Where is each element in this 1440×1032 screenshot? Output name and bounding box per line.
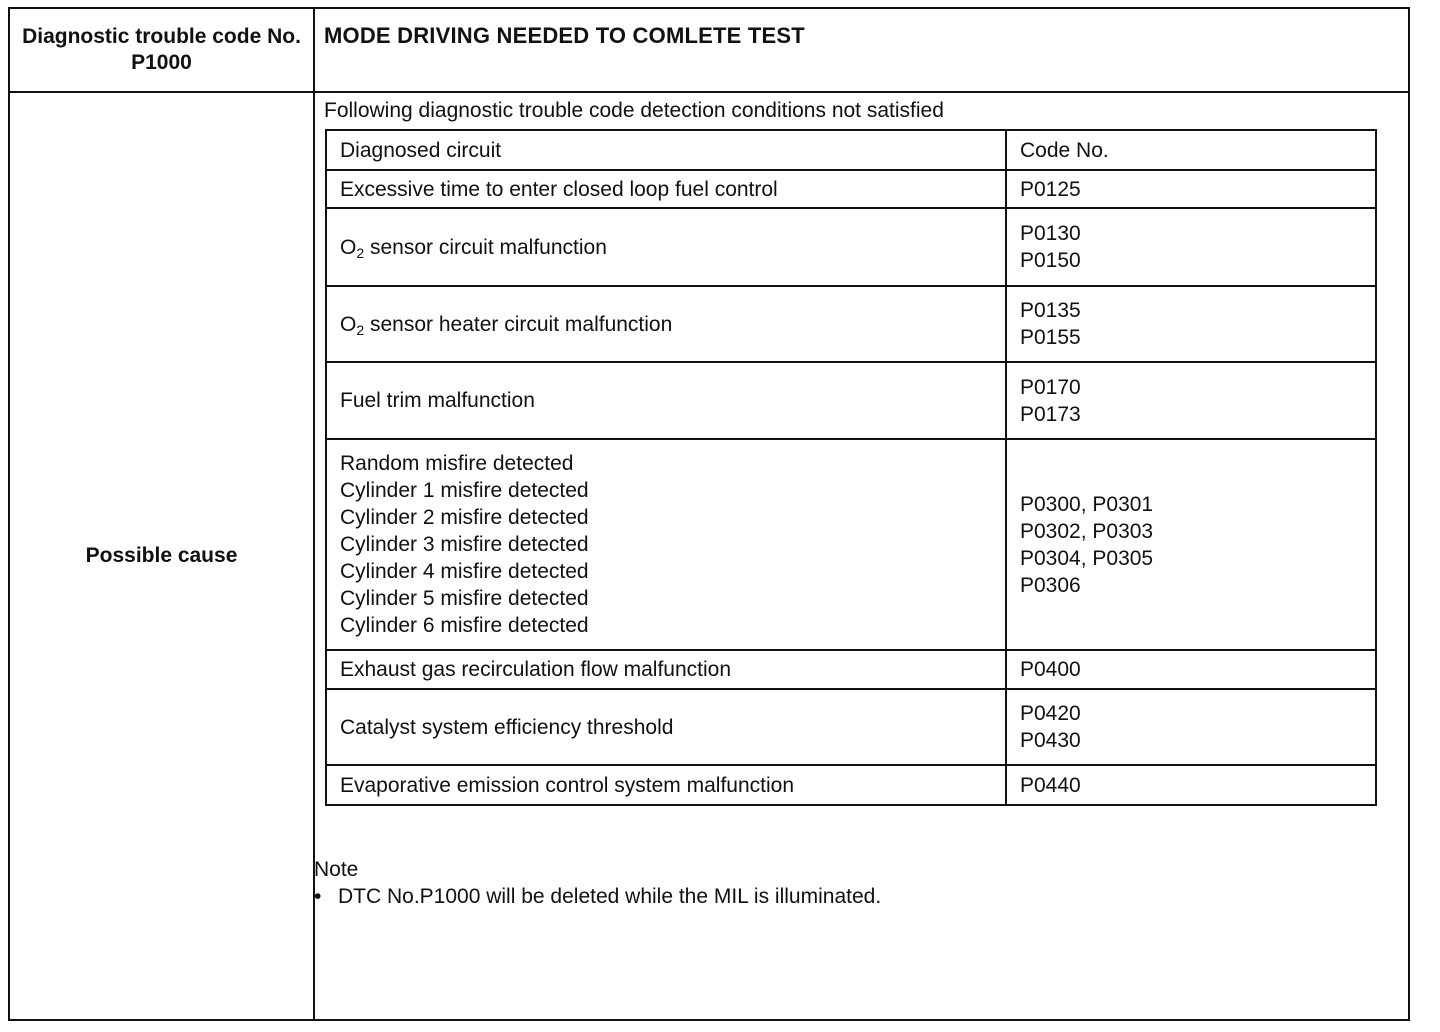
table-row [327, 438, 1375, 649]
table-row [327, 169, 1375, 207]
circuit-cell [327, 287, 1007, 361]
table-row [327, 688, 1375, 764]
bullet-icon: • [314, 885, 322, 908]
intro-text: Following diagnostic trouble code detection conditions not satisfied [324, 99, 944, 122]
circuit-text: Random misfire detected [340, 452, 574, 475]
code-value: P0135 [1020, 299, 1081, 322]
circuit-cell: Excessive time to enter closed loop fuel control [327, 171, 1007, 207]
code-cell [1007, 363, 1375, 438]
possible-cause-label: Possible cause [85, 544, 238, 567]
circuit-cell: Fuel trim malfunction [327, 363, 1007, 438]
code-value: P0304, P0305 [1020, 546, 1154, 570]
circuit-text: Cylinder 4 misfire detected [340, 560, 589, 583]
circuit-cell: Catalyst system efficiency threshold [327, 690, 1007, 764]
note-text: DTC No.P1000 will be deleted while the MIL is illuminated. [338, 885, 882, 908]
dtc-code-label: Diagnostic trouble code No. P1000 [22, 25, 301, 74]
note-heading: Note [314, 858, 359, 881]
code-value: P0170 [1020, 375, 1081, 399]
circuit-text: Cylinder 1 misfire detected [340, 479, 589, 502]
code-value: P0302, P0303 [1020, 519, 1154, 543]
code-cell [1007, 209, 1375, 285]
page-title: MODE DRIVING NEEDED TO COMLETE TEST [324, 23, 805, 48]
circuit-cell [327, 440, 1007, 649]
code-value: P0430 [1020, 729, 1081, 752]
code-cell [1007, 690, 1375, 764]
diagnosed-circuit-table [325, 129, 1377, 806]
code-value: P0400 [1020, 658, 1081, 681]
table-row [327, 207, 1375, 285]
circuit-text: $O_2$ sensor circuit malfunction [340, 235, 607, 261]
note-item [314, 885, 881, 909]
code-value: P0125 [1020, 177, 1081, 201]
code-cell [1007, 651, 1375, 688]
table-header-row [327, 131, 1375, 169]
column-header-circuit: Diagnosed circuit [327, 131, 1007, 169]
code-value: P0130 [1020, 222, 1081, 245]
table-row [327, 285, 1375, 361]
circuit-text: $O_2$ sensor heater circuit malfunction [340, 312, 673, 338]
code-value: P0420 [1020, 702, 1081, 725]
code-cell [1007, 766, 1375, 804]
circuit-text: Cylinder 5 misfire detected [340, 587, 589, 610]
table-row [327, 764, 1375, 804]
code-value: P0440 [1020, 773, 1081, 797]
code-cell [1007, 171, 1375, 207]
table-row [327, 361, 1375, 438]
circuit-text: Cylinder 3 misfire detected [340, 533, 589, 556]
code-value: P0155 [1020, 326, 1081, 349]
circuit-cell [327, 209, 1007, 285]
code-cell [1007, 287, 1375, 361]
code-value: P0306 [1020, 573, 1081, 597]
circuit-text: Cylinder 2 misfire detected [340, 506, 589, 529]
circuit-cell: Evaporative emission control system malfunction [327, 766, 1007, 804]
code-cell [1007, 440, 1375, 649]
table-row [327, 649, 1375, 688]
code-value: P0173 [1020, 402, 1081, 426]
circuit-text: Cylinder 6 misfire detected [340, 614, 589, 637]
circuit-cell: Exhaust gas recirculation flow malfunction [327, 651, 1007, 688]
code-value: P0300, P0301 [1020, 492, 1154, 516]
column-header-code: Code No. [1020, 138, 1109, 162]
code-value: P0150 [1020, 249, 1081, 272]
